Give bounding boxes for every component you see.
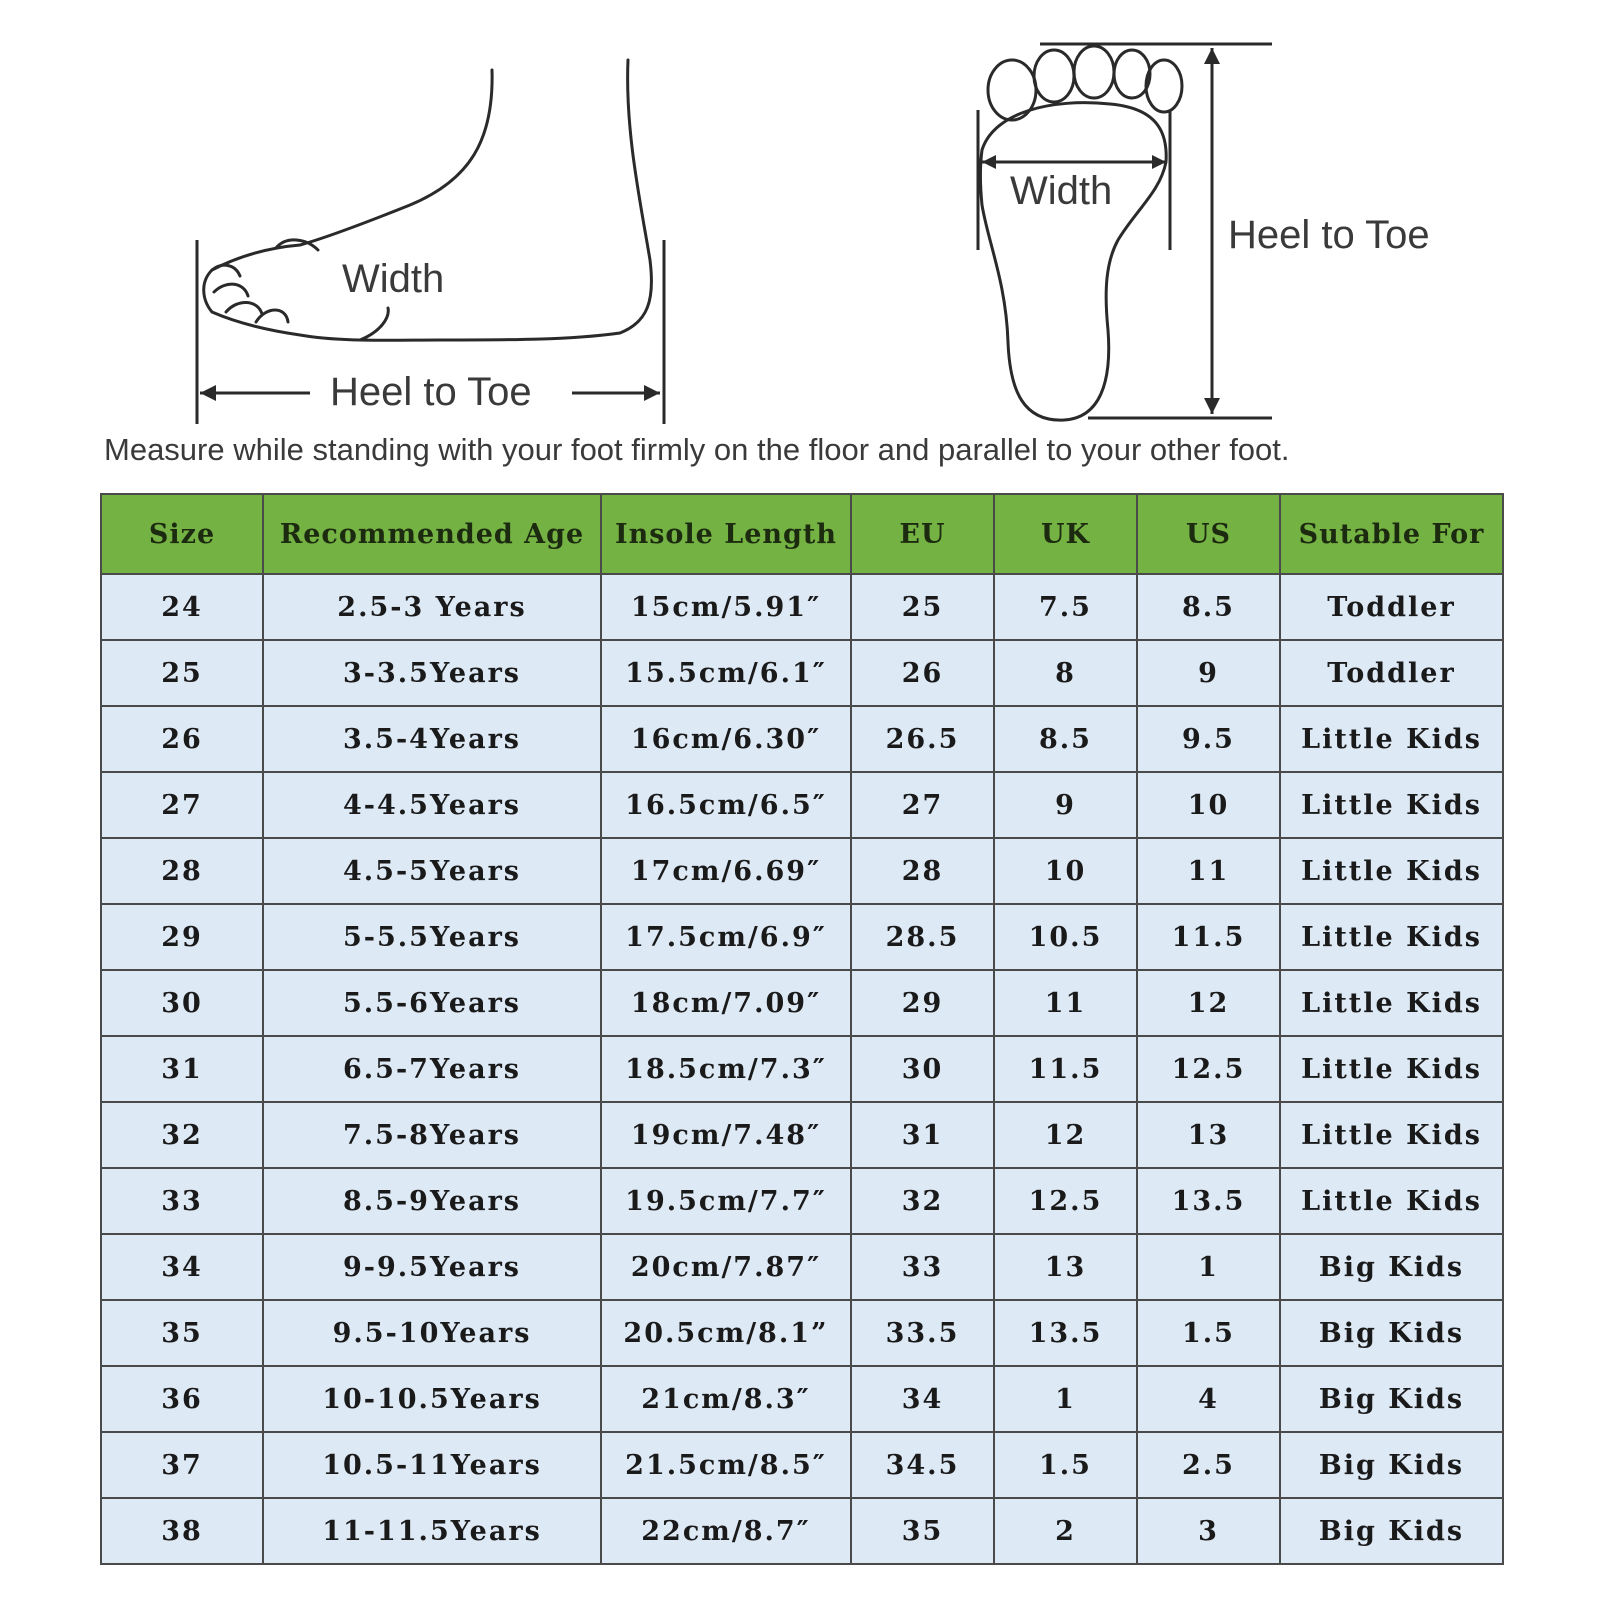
suitable-for-cell: Little Kids: [1280, 904, 1503, 970]
table-row: [101, 640, 1503, 706]
insole-length-cell: 18cm/7.09″: [601, 970, 851, 1036]
uk-cell: 12.5: [994, 1168, 1137, 1234]
insole-length-cell: 22cm/8.7″: [601, 1498, 851, 1564]
suitable-for-cell: Toddler: [1280, 574, 1503, 640]
header-us: US: [1137, 494, 1280, 574]
header-recommended-age: Recommended Age: [263, 494, 601, 574]
uk-cell: 11: [994, 970, 1137, 1036]
suitable-for-cell: Little Kids: [1280, 970, 1503, 1036]
suitable-for-cell: Little Kids: [1280, 1168, 1503, 1234]
uk-cell: 7.5: [994, 574, 1137, 640]
table-row: [101, 904, 1503, 970]
header-insole-length: Insole Length: [601, 494, 851, 574]
age-cell: 5.5-6Years: [263, 970, 601, 1036]
table-row: [101, 1498, 1503, 1564]
eu-cell: 35: [851, 1498, 994, 1564]
us-cell: 1.5: [1137, 1300, 1280, 1366]
eu-cell: 30: [851, 1036, 994, 1102]
header-eu: EU: [851, 494, 994, 574]
uk-cell: 10: [994, 838, 1137, 904]
eu-cell: 33: [851, 1234, 994, 1300]
us-cell: 1: [1137, 1234, 1280, 1300]
us-cell: 8.5: [1137, 574, 1280, 640]
eu-cell: 28: [851, 838, 994, 904]
uk-cell: 13: [994, 1234, 1137, 1300]
uk-cell: 9: [994, 772, 1137, 838]
suitable-for-cell: Big Kids: [1280, 1366, 1503, 1432]
age-cell: 7.5-8Years: [263, 1102, 601, 1168]
age-cell: 11-11.5Years: [263, 1498, 601, 1564]
eu-cell: 34.5: [851, 1432, 994, 1498]
side-foot-toe-2: [214, 284, 248, 296]
table-row: [101, 1300, 1503, 1366]
age-cell: 2.5-3 Years: [263, 574, 601, 640]
uk-cell: 11.5: [994, 1036, 1137, 1102]
table-row: [101, 1234, 1503, 1300]
eu-cell: 33.5: [851, 1300, 994, 1366]
size-cell: 35: [101, 1300, 263, 1366]
size-cell: 36: [101, 1366, 263, 1432]
sole-toe-2: [1034, 50, 1074, 102]
sole-toe-5: [1146, 60, 1182, 112]
suitable-for-cell: Little Kids: [1280, 1102, 1503, 1168]
insole-length-cell: 15cm/5.91″: [601, 574, 851, 640]
eu-cell: 25: [851, 574, 994, 640]
us-cell: 13.5: [1137, 1168, 1280, 1234]
us-cell: 3: [1137, 1498, 1280, 1564]
us-cell: 9.5: [1137, 706, 1280, 772]
sole-toe-3: [1074, 46, 1114, 98]
age-cell: 10.5-11Years: [263, 1432, 601, 1498]
size-cell: 26: [101, 706, 263, 772]
side-view-heel-to-toe-label: Heel to Toe: [330, 370, 532, 414]
insole-length-cell: 18.5cm/7.3″: [601, 1036, 851, 1102]
us-cell: 12.5: [1137, 1036, 1280, 1102]
insole-length-cell: 15.5cm/6.1″: [601, 640, 851, 706]
suitable-for-cell: Big Kids: [1280, 1300, 1503, 1366]
us-cell: 9: [1137, 640, 1280, 706]
insole-length-cell: 19.5cm/7.7″: [601, 1168, 851, 1234]
uk-cell: 2: [994, 1498, 1137, 1564]
insole-length-cell: 17.5cm/6.9″: [601, 904, 851, 970]
size-cell: 32: [101, 1102, 263, 1168]
side-foot-toe-3: [226, 302, 262, 314]
age-cell: 4-4.5Years: [263, 772, 601, 838]
us-cell: 10: [1137, 772, 1280, 838]
suitable-for-cell: Toddler: [1280, 640, 1503, 706]
table-row: [101, 1366, 1503, 1432]
age-cell: 8.5-9Years: [263, 1168, 601, 1234]
age-cell: 9.5-10Years: [263, 1300, 601, 1366]
insole-length-cell: 20.5cm/8.1”: [601, 1300, 851, 1366]
table-body: [101, 574, 1503, 1564]
age-cell: 3-3.5Years: [263, 640, 601, 706]
insole-length-cell: 19cm/7.48″: [601, 1102, 851, 1168]
eu-cell: 32: [851, 1168, 994, 1234]
uk-cell: 12: [994, 1102, 1137, 1168]
table-row: [101, 574, 1503, 640]
size-cell: 34: [101, 1234, 263, 1300]
insole-length-cell: 17cm/6.69″: [601, 838, 851, 904]
age-cell: 5-5.5Years: [263, 904, 601, 970]
side-foot-toe-1: [212, 265, 240, 276]
us-cell: 11.5: [1137, 904, 1280, 970]
size-cell: 29: [101, 904, 263, 970]
table-row: [101, 1432, 1503, 1498]
table-row: [101, 838, 1503, 904]
suitable-for-cell: Little Kids: [1280, 838, 1503, 904]
header-size: Size: [101, 494, 263, 574]
insole-length-cell: 16.5cm/6.5″: [601, 772, 851, 838]
suitable-for-cell: Big Kids: [1280, 1432, 1503, 1498]
header-suitable-for: Sutable For: [1280, 494, 1503, 574]
foot-measurement-diagram: [0, 0, 1600, 480]
header-uk: UK: [994, 494, 1137, 574]
eu-cell: 26: [851, 640, 994, 706]
age-cell: 6.5-7Years: [263, 1036, 601, 1102]
us-cell: 2.5: [1137, 1432, 1280, 1498]
table-row: [101, 970, 1503, 1036]
size-cell: 30: [101, 970, 263, 1036]
age-cell: 3.5-4Years: [263, 706, 601, 772]
uk-cell: 1.5: [994, 1432, 1137, 1498]
size-cell: 31: [101, 1036, 263, 1102]
eu-cell: 26.5: [851, 706, 994, 772]
sole-outline: [981, 103, 1167, 420]
insole-length-cell: 20cm/7.87″: [601, 1234, 851, 1300]
sole-view-foot: [981, 46, 1183, 420]
table-row: [101, 706, 1503, 772]
us-cell: 12: [1137, 970, 1280, 1036]
insole-length-cell: 21cm/8.3″: [601, 1366, 851, 1432]
eu-cell: 31: [851, 1102, 994, 1168]
uk-cell: 8.5: [994, 706, 1137, 772]
size-cell: 38: [101, 1498, 263, 1564]
measurement-instruction: Measure while standing with your foot firmly on the floor and parallel to your other foot.: [104, 432, 1290, 467]
table-row: [101, 772, 1503, 838]
table-header-row: [101, 494, 1503, 574]
sole-view-width-label: Width: [1010, 169, 1113, 213]
suitable-for-cell: Little Kids: [1280, 772, 1503, 838]
size-cell: 27: [101, 772, 263, 838]
sole-view-heel-to-toe-label: Heel to Toe: [1228, 213, 1430, 257]
insole-length-cell: 21.5cm/8.5″: [601, 1432, 851, 1498]
eu-cell: 28.5: [851, 904, 994, 970]
age-cell: 9-9.5Years: [263, 1234, 601, 1300]
sole-toe-4: [1114, 50, 1150, 98]
table-row: [101, 1102, 1503, 1168]
size-cell: 37: [101, 1432, 263, 1498]
suitable-for-cell: Little Kids: [1280, 706, 1503, 772]
uk-cell: 13.5: [994, 1300, 1137, 1366]
side-view-width-label: Width: [342, 257, 445, 301]
size-cell: 33: [101, 1168, 263, 1234]
suitable-for-cell: Little Kids: [1280, 1036, 1503, 1102]
us-cell: 4: [1137, 1366, 1280, 1432]
table-row: [101, 1168, 1503, 1234]
suitable-for-cell: Big Kids: [1280, 1234, 1503, 1300]
size-chart-table: [100, 493, 1504, 1565]
eu-cell: 27: [851, 772, 994, 838]
eu-cell: 34: [851, 1366, 994, 1432]
uk-cell: 10.5: [994, 904, 1137, 970]
us-cell: 13: [1137, 1102, 1280, 1168]
uk-cell: 1: [994, 1366, 1137, 1432]
size-cell: 24: [101, 574, 263, 640]
insole-length-cell: 16cm/6.30″: [601, 706, 851, 772]
us-cell: 11: [1137, 838, 1280, 904]
side-foot-arch-bump: [360, 308, 388, 340]
eu-cell: 29: [851, 970, 994, 1036]
size-cell: 25: [101, 640, 263, 706]
uk-cell: 8: [994, 640, 1137, 706]
age-cell: 10-10.5Years: [263, 1366, 601, 1432]
table-row: [101, 1036, 1503, 1102]
age-cell: 4.5-5Years: [263, 838, 601, 904]
size-cell: 28: [101, 838, 263, 904]
foot-diagram-svg: [0, 0, 1600, 480]
suitable-for-cell: Big Kids: [1280, 1498, 1503, 1564]
